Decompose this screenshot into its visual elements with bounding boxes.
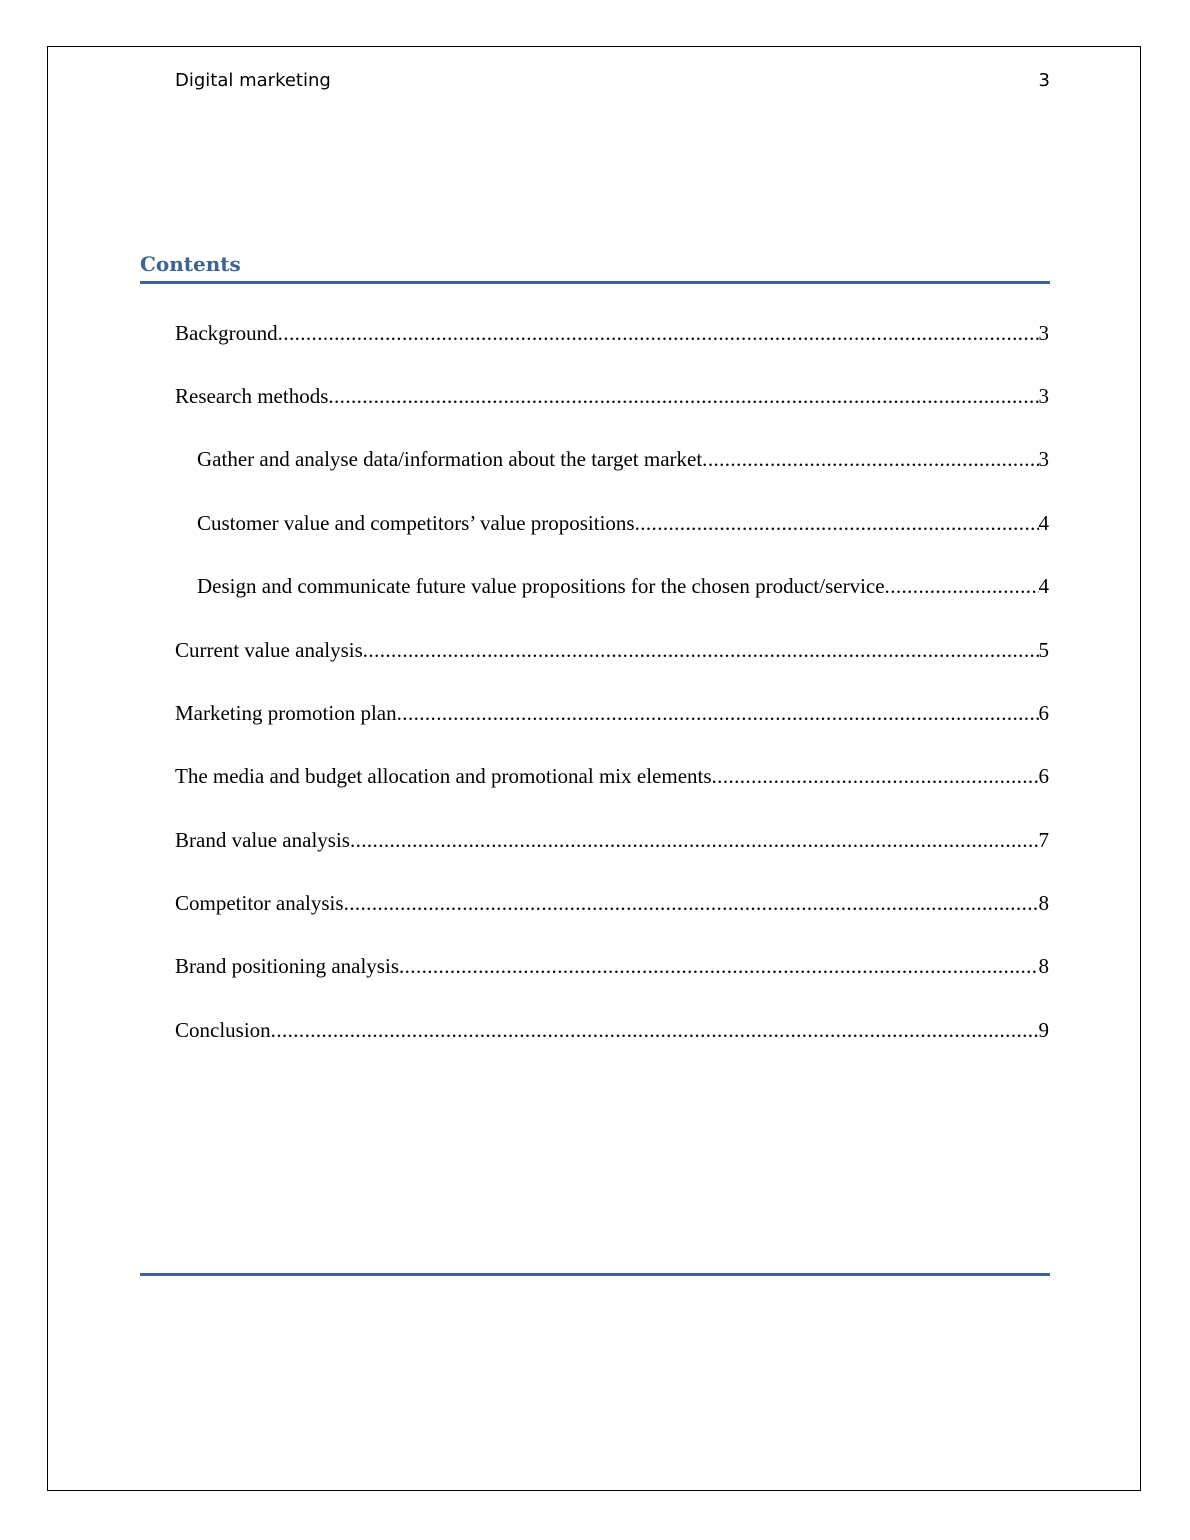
toc-dot-leader — [885, 571, 1039, 601]
toc-entry-page: 4 — [1038, 574, 1049, 598]
toc-entry-page: 3 — [1038, 321, 1049, 345]
toc-entry-page: 8 — [1038, 954, 1049, 978]
toc-entry-current-value-analysis[interactable] — [175, 635, 1049, 665]
toc-heading-rule — [140, 281, 1050, 284]
header-title: Digital marketing — [175, 70, 331, 91]
toc-dot-leader — [344, 888, 1039, 918]
toc-entry-brand-value-analysis[interactable] — [175, 825, 1049, 855]
toc-entry-page: 3 — [1038, 447, 1049, 471]
toc-entry-title: Current value analysis — [175, 638, 363, 662]
toc-entry-brand-positioning-analysis[interactable] — [175, 951, 1049, 981]
toc-entry-title: Competitor analysis — [175, 891, 344, 915]
toc-entry-title: Marketing promotion plan — [175, 701, 397, 725]
toc-entry-competitor-analysis[interactable] — [175, 888, 1049, 918]
toc-entry-background[interactable] — [175, 318, 1049, 348]
toc-entry-page: 5 — [1038, 638, 1049, 662]
toc-entry-design-communicate[interactable] — [197, 571, 1049, 601]
toc-dot-leader — [271, 1015, 1039, 1045]
toc-dot-leader — [328, 381, 1038, 411]
toc-entry-page: 3 — [1038, 384, 1049, 408]
toc-entry-page: 6 — [1038, 701, 1049, 725]
toc-dot-leader — [350, 825, 1039, 855]
footer-rule — [140, 1273, 1050, 1276]
toc-heading: Contents — [140, 252, 241, 276]
toc-entry-marketing-promotion-plan[interactable] — [175, 698, 1049, 728]
toc-dot-leader — [635, 508, 1039, 538]
toc-entry-research-methods[interactable] — [175, 381, 1049, 411]
toc-entry-title: Customer value and competitors’ value propositions — [197, 511, 635, 535]
toc-entry-media-budget[interactable] — [175, 761, 1049, 791]
toc-entry-title: Conclusion — [175, 1018, 271, 1042]
toc-dot-leader — [278, 318, 1039, 348]
toc-entry-page: 6 — [1038, 764, 1049, 788]
toc-dot-leader — [399, 951, 1039, 981]
toc-dot-leader — [397, 698, 1039, 728]
toc-entry-title: Gather and analyse data/information about the target market — [197, 447, 703, 471]
toc-entry-title: The media and budget allocation and promotional mix elements — [175, 764, 712, 788]
toc-dot-leader — [363, 635, 1039, 665]
header-page-number: 3 — [1038, 70, 1050, 91]
toc-entry-page: 9 — [1038, 1018, 1049, 1042]
toc-entry-title: Brand positioning analysis — [175, 954, 399, 978]
toc-entry-title: Brand value analysis — [175, 828, 350, 852]
toc-entry-title: Design and communicate future value propositions for the chosen product/service — [197, 574, 885, 598]
toc-entry-page: 8 — [1038, 891, 1049, 915]
toc-entry-gather-analyse-data[interactable] — [197, 444, 1049, 474]
toc-entry-customer-value[interactable] — [197, 508, 1049, 538]
toc-entry-page: 4 — [1038, 511, 1049, 535]
page-header — [175, 70, 1050, 96]
toc-entry-page: 7 — [1038, 828, 1049, 852]
toc-entry-title: Research methods — [175, 384, 329, 408]
toc-dot-leader — [712, 761, 1039, 791]
toc-entry-conclusion[interactable] — [175, 1015, 1049, 1045]
toc-entry-title: Background — [175, 321, 278, 345]
toc-dot-leader — [702, 444, 1038, 474]
